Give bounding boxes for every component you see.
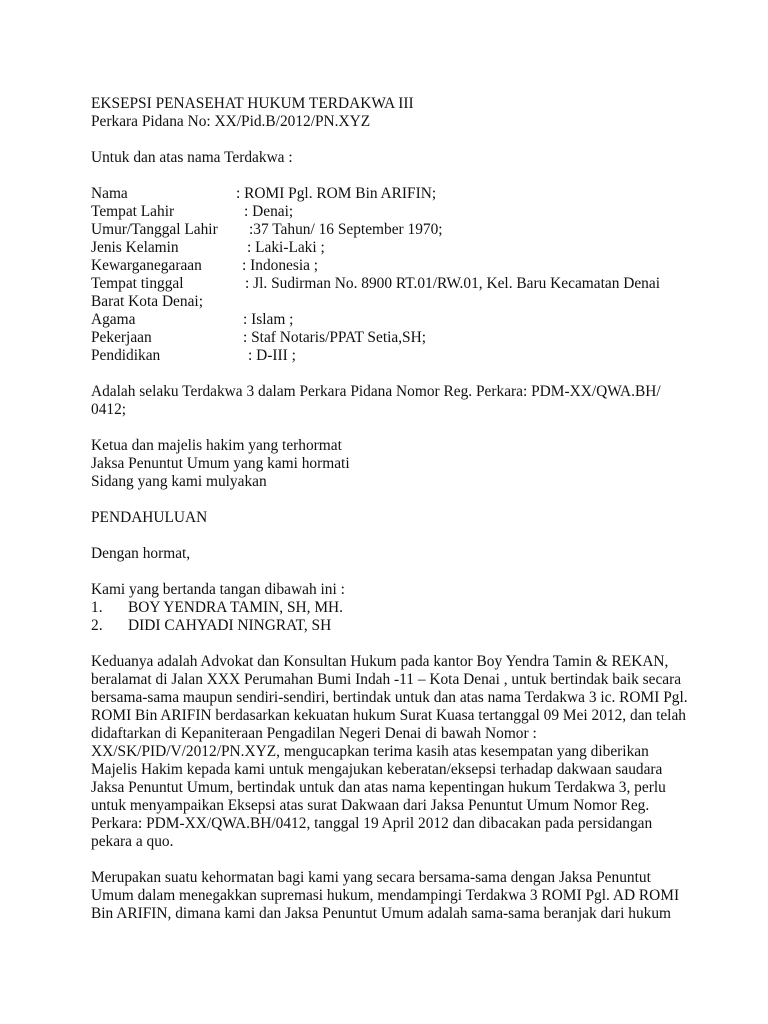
paragraph-line: bersama-sama maupun sendiri-sendiri, bertindak untuk dan atas nama Terdakwa 3 ic. ROMI Pgl.: [91, 689, 688, 706]
identity-row-pekerjaan: [91, 329, 691, 347]
identity-value-continuation: Barat Kota Denai;: [91, 293, 203, 310]
salutation-line: Ketua dan majelis hakim yang terhormat: [91, 437, 342, 454]
identity-row-kewarganegaraan: [91, 257, 691, 275]
identity-label: Kewarganegaraan: [91, 257, 202, 274]
identity-row-nama: [91, 185, 691, 203]
identity-row-umur: [91, 221, 691, 239]
identity-row-tempat-tinggal: [91, 275, 691, 293]
paragraph-line: didaftarkan di Kepaniteraan Pengadilan Negeri Denai di bawah Nomor :: [91, 725, 537, 742]
status-line: 0412;: [91, 401, 127, 418]
identity-row-jenis-kelamin: [91, 239, 691, 257]
greeting: Dengan hormat,: [91, 545, 191, 562]
identity-label: Tempat tinggal: [91, 275, 184, 292]
section-heading: PENDAHULUAN: [91, 509, 208, 526]
signatory-name: BOY YENDRA TAMIN, SH, MH.: [128, 599, 343, 616]
paragraph-line: Bin ARIFIN, dimana kami dan Jaksa Penuntut Umum adalah sama-sama beranjak dari hukum: [91, 905, 672, 922]
signatories-intro: Kami yang bertanda tangan dibawah ini :: [91, 581, 345, 598]
identity-value: : Indonesia ;: [242, 257, 319, 274]
identity-row-pendidikan: [91, 347, 691, 365]
identity-row-agama: [91, 311, 691, 329]
identity-value: : Laki-Laki ;: [247, 239, 325, 256]
identity-value: : D-III ;: [248, 347, 296, 364]
intro-line: Untuk dan atas nama Terdakwa :: [91, 149, 293, 166]
signatory-number: 1.: [91, 599, 103, 616]
paragraph-line: Umum dalam menegakkan supremasi hukum, mendampingi Terdakwa 3 ROMI Pgl. AD ROMI: [91, 887, 680, 904]
signatory-item: [91, 617, 691, 635]
paragraph-line: Keduanya adalah Advokat dan Konsultan Hukum pada kantor Boy Yendra Tamin & REKAN,: [91, 653, 669, 670]
salutation-line: Sidang yang kami mulyakan: [91, 473, 267, 490]
identity-label: Agama: [91, 311, 136, 328]
paragraph-line: Jaksa Penuntut Umum, bertindak untuk dan atas nama kepentingan hukum Terdakwa 3, perlu: [91, 779, 666, 796]
document-title: EKSEPSI PENASEHAT HUKUM TERDAKWA III: [91, 95, 414, 112]
paragraph-line: XX/SK/PID/V/2012/PN.XYZ, mengucapkan terima kasih atas kesempatan yang diberikan: [91, 743, 649, 760]
paragraph-introduction: [91, 653, 691, 851]
paragraph-line: Perkara: PDM-XX/QWA.BH/0412, tanggal 19 April 2012 dan dibacakan pada persidangan: [91, 815, 653, 832]
document-body: [91, 95, 691, 923]
identity-label: Nama: [91, 185, 128, 202]
identity-value: : Islam ;: [243, 311, 294, 328]
identity-value: : Staf Notaris/PPAT Setia,SH;: [243, 329, 427, 346]
identity-label: Pendidikan: [91, 347, 161, 364]
paragraph-line: Merupakan suatu kehormatan bagi kami yang secara bersama-sama dengan Jaksa Penuntut: [91, 869, 651, 886]
signatory-item: [91, 599, 691, 617]
paragraph-line: beralamat di Jalan XXX Perumahan Bumi Indah -11 – Kota Denai , untuk bertindak baik secara: [91, 671, 682, 688]
paragraph-line: ROMI Bin ARIFIN berdasarkan kekuatan hukum Surat Kuasa tertanggal 09 Mei 2012, dan telah: [91, 707, 686, 724]
paragraph-honor: [91, 869, 691, 923]
identity-value: : Jl. Sudirman No. 8900 RT.01/RW.01, Kel. Baru Kecamatan Denai: [245, 275, 660, 292]
identity-value: : ROMI Pgl. ROM Bin ARIFIN;: [236, 185, 437, 202]
identity-label: Umur/Tanggal Lahir: [91, 221, 218, 238]
identity-block: [91, 185, 691, 365]
salutation-line: Jaksa Penuntut Umum yang kami hormati: [91, 455, 350, 472]
identity-row-tempat-lahir: [91, 203, 691, 221]
paragraph-line: Majelis Hakim kepada kami untuk mengajukan keberatan/eksepsi terhadap dakwaan saudara: [91, 761, 663, 778]
paragraph-line: pekara a quo.: [91, 833, 174, 850]
identity-label: Pekerjaan: [91, 329, 152, 346]
identity-label: Tempat Lahir: [91, 203, 175, 220]
identity-value: : Denai;: [244, 203, 294, 220]
identity-label: Jenis Kelamin: [91, 239, 179, 256]
status-line: Adalah selaku Terdakwa 3 dalam Perkara Pidana Nomor Reg. Perkara: PDM-XX/QWA.BH/: [91, 383, 661, 400]
signatory-number: 2.: [91, 617, 103, 634]
paragraph-line: untuk menyampaikan Eksepsi atas surat Dakwaan dari Jaksa Penuntut Umum Nomor Reg.: [91, 797, 650, 814]
case-number: Perkara Pidana No: XX/Pid.B/2012/PN.XYZ: [91, 113, 371, 130]
signatory-name: DIDI CAHYADI NINGRAT, SH: [128, 617, 332, 634]
identity-value: :37 Tahun/ 16 September 1970;: [249, 221, 443, 238]
